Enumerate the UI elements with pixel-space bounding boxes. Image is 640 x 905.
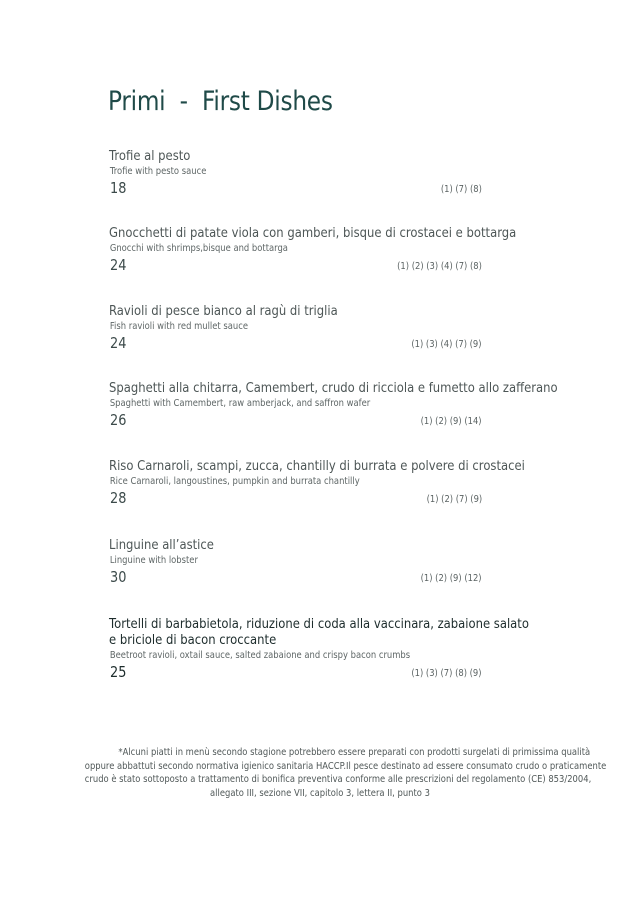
price-row [109, 335, 549, 352]
dish-allergens: (1) (3) (7) (8) (9) [411, 668, 482, 679]
dish-description: Fish ravioli with red mullet sauce [109, 321, 249, 332]
price-row [109, 180, 549, 197]
dish-name-line2: e briciole di bacon croccante [109, 632, 277, 648]
menu-item [109, 616, 549, 681]
dish-price: 30 [110, 568, 127, 586]
dish-allergens: (1) (3) (4) (7) (9) [411, 339, 482, 350]
dish-description: Gnocchi with shrimps,bisque and bottarga [109, 243, 288, 254]
dish-allergens: (1) (2) (7) (9) [426, 494, 482, 505]
footer-line: crudo è stato sottoposto a trattamento di bonifica preventiva conforme alle prescrizioni del regolamento (CE) 853/2004, [84, 774, 592, 786]
dish-price: 25 [110, 663, 127, 681]
dish-price: 28 [110, 489, 127, 507]
dish-price: 24 [110, 256, 127, 274]
page-title: Primi - First Dishes [108, 86, 333, 117]
dish-allergens: (1) (2) (9) (12) [421, 573, 482, 584]
footer-line: oppure abbattuti secondo normativa igienico sanitaria HACCP.Il pesce destinato ad essere consumato crudo o praticamente [84, 760, 607, 772]
dish-allergens: (1) (7) (8) [440, 184, 482, 195]
dish-description: Trofie with pesto sauce [109, 166, 207, 177]
dish-price: 24 [110, 334, 127, 352]
dish-description: Rice Carnaroli, langoustines, pumpkin and burrata chantilly [109, 476, 360, 487]
menu-item [109, 225, 549, 274]
dish-name: Riso Carnaroli, scampi, zucca, chantilly di burrata e polvere di crostacei [109, 458, 525, 474]
footer-note [40, 746, 607, 800]
price-row [109, 412, 549, 429]
dish-allergens: (1) (2) (9) (14) [421, 416, 482, 427]
price-row [109, 490, 549, 507]
menu-item [109, 303, 549, 352]
dish-description: Beetroot ravioli, oxtail sauce, salted zabaione and crispy bacon crumbs [109, 650, 411, 661]
menu-item [109, 148, 549, 197]
menu-item [109, 537, 549, 586]
price-row [109, 664, 549, 681]
menu-item [109, 458, 549, 507]
dish-name: Linguine all’astice [109, 537, 214, 553]
dish-name: Trofie al pesto [109, 148, 191, 164]
price-row [109, 569, 549, 586]
dish-price: 26 [110, 411, 127, 429]
dish-description: Linguine with lobster [109, 555, 198, 566]
footer-line: allegato III, sezione VII, capitolo 3, lettera II, punto 3 [210, 787, 430, 799]
dish-description: Spaghetti with Camembert, raw amberjack, and saffron wafer [109, 398, 371, 409]
dish-allergens: (1) (2) (3) (4) (7) (8) [397, 261, 482, 272]
menu-item [109, 380, 558, 429]
dish-name: Gnocchetti di patate viola con gamberi, bisque di crostacei e bottarga [109, 225, 517, 241]
price-row [109, 257, 549, 274]
footer-line: *Alcuni piatti in menù secondo stagione potrebbero essere preparati con prodotti surgelati di primissima qualità [118, 747, 591, 758]
dish-name: Spaghetti alla chitarra, Camembert, crudo di ricciola e fumetto allo zafferano [109, 380, 558, 396]
dish-name: Ravioli di pesce bianco al ragù di triglia [109, 303, 338, 319]
dish-name-line1: Tortelli di barbabietola, riduzione di coda alla vaccinara, zabaione salato [109, 616, 529, 632]
dish-price: 18 [110, 179, 127, 197]
